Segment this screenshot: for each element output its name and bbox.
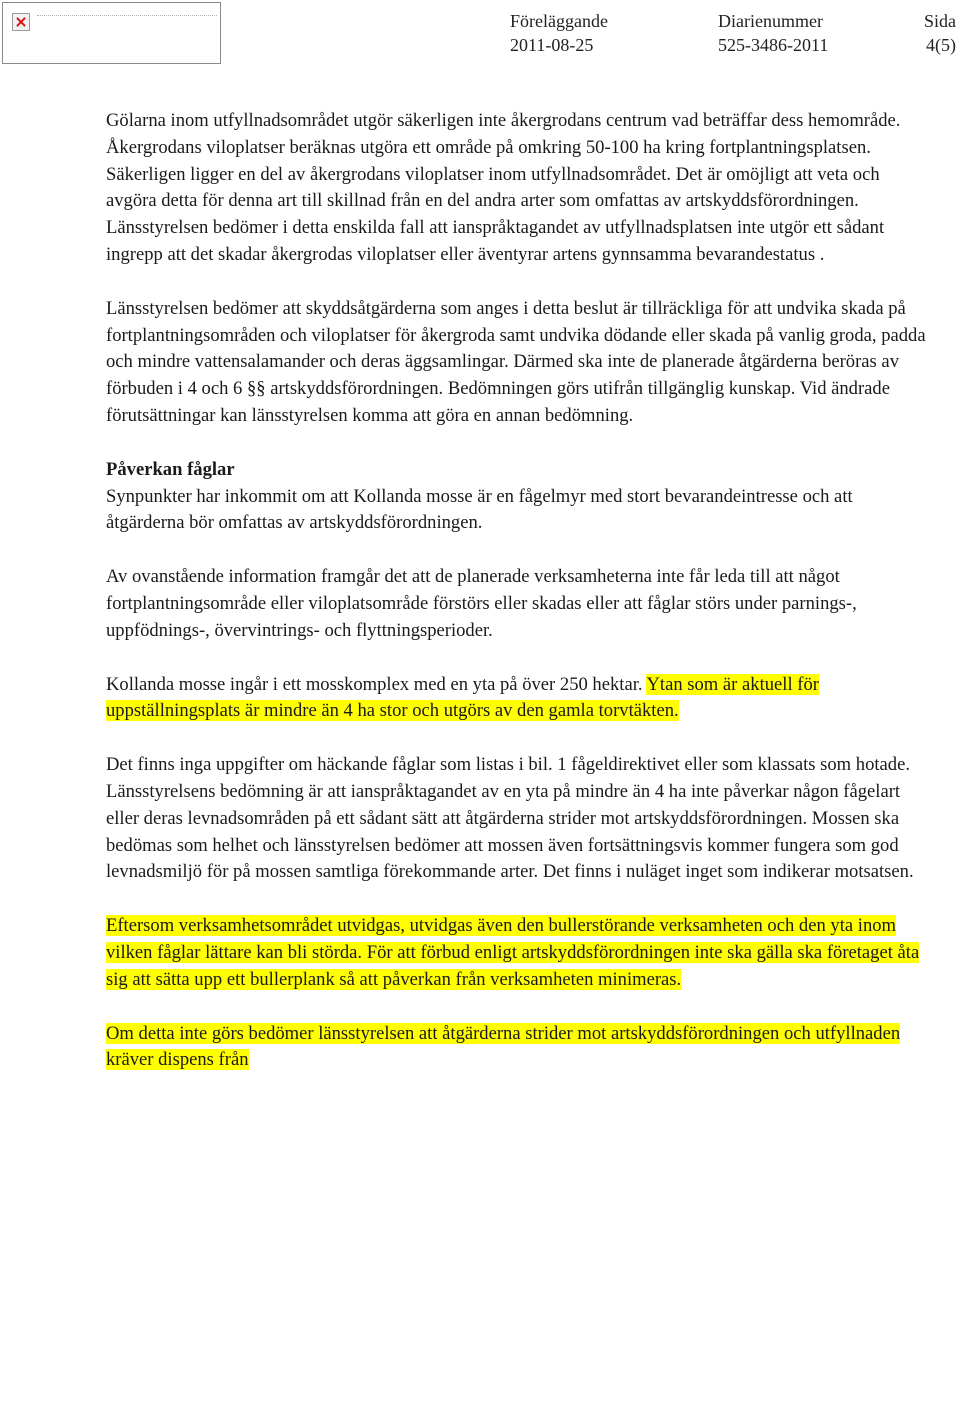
broken-image-icon: [12, 13, 30, 31]
section-heading: Påverkan fåglar: [106, 458, 235, 480]
header-reg-label: Diarienummer: [718, 11, 823, 31]
paragraph-ovanstaende: Av ovanstående information framgår det att de planerade verksamheterna inte får leda till att något fortplantningsområde eller viloplatsområde förstörs eller skadas eller att fåglar störs under parnings-, uppfödnings-, övervintrings- och flyttningsperioder.: [106, 566, 857, 641]
paragraph-golarna: Gölarna inom utfyllnadsområdet utgör säkerligen inte åkergrodans centrum vad beträffar dess hemområde. Åkergrodans viloplatser beräknas utgöra ett område på omkring 50-100 ha kring fortplantningsplatsen. Säkerligen ligger en del av åkergrodans viloplatser inom utfyllnadsområdet. Det är omöjligt att veta och avgöra detta för denna art till skillnad från en del andra arter som omfattas av artskyddsförordningen. Länsstyrelsen bedömer i detta enskilda fall att ianspråktagandet av utfyllnadsplatsen inte utgör ett sådant ingrepp att det skadar åkergrodas viloplatser eller äventyrar artens gynnsamma bevarandestatus .: [106, 110, 901, 265]
logo-placeholder: [2, 2, 221, 64]
highlighted-text: Om detta inte görs bedömer länsstyrelsen att åtgärderna strider mot artskyddsförordningen och utfyllnaden kräver dispens från: [106, 1022, 901, 1071]
paragraph-skyddsatgarder: Länsstyrelsen bedömer att skyddsåtgärderna som anges i detta beslut är tillräckliga för att undvika skada på fortplantningsområden och viloplatser för åkergroda samt undvika dödande eller skada på vanlig groda, padda och mindre vattensalamander och deras äggsamlingar. Därmed ska inte de planerade åtgärderna beröras av förbuden i 4 och 6 §§ artskyddsförordningen. Bedömningen görs utifrån tillgänglig kunskap. Vid ändrade förutsättningar kan länsstyrelsen komma att göra en annan bedömning.: [106, 297, 926, 426]
header-date: 2011-08-25: [510, 35, 594, 55]
header-reg-number: 525-3486-2011: [718, 35, 829, 55]
kollanda-plain-text: Kollanda mosse ingår i ett mosskomplex med en yta på över 250 hektar.: [106, 673, 643, 695]
header-page-value: 4(5): [926, 35, 956, 55]
header-doc-type: Föreläggande: [510, 11, 608, 31]
highlighted-text: Eftersom verksamhetsområdet utvidgas, utvidgas även den bullerstörande verksamheten och den yta inom vilken fåglar lättare kan bli störda. För att förbud enligt artskyddsförordningen inte ska gälla ska företaget åta sig att sätta upp ett bullerplank så att påverkan från verksamheten minimeras.: [106, 915, 920, 990]
logo-alt-text-line: [37, 15, 217, 18]
paragraph-kollanda: [106, 672, 926, 726]
highlighted-text: Ytan som är aktuell för uppställningsplats är mindre än 4 ha stor och utgörs av den gamla torvtäkten.: [106, 673, 819, 722]
document-body: [106, 108, 926, 1101]
paragraph-om-detta: [106, 1021, 926, 1075]
paragraph-synpunkter: Synpunkter har inkommit om att Kollanda mosse är en fågelmyr med stort bevarandeintresse och att åtgärderna bör omfattas av artskyddsförordningen.: [106, 485, 853, 534]
paragraph-hackande: Det finns inga uppgifter om häckande fåglar som listas i bil. 1 fågeldirektivet eller som klassats som hotade. Länsstyrelsens bedömning är att ianspråktagandet av en yta på mindre än 4 ha inte påverkar någon fågelart eller deras levnadsområden på ett sådant sätt att åtgärderna strider mot artskyddsförordningen. Mossen ska bedömas som helhet och länsstyrelsen bedömer att mossen även fortsättningsvis kommer fungera som god levnadsmiljö för på mossen samtliga förekommande arter. Det finns i nuläget inget som indikerar motsatsen.: [106, 754, 914, 883]
header-page-label: Sida: [923, 11, 956, 31]
paragraph-eftersom: [106, 913, 926, 993]
